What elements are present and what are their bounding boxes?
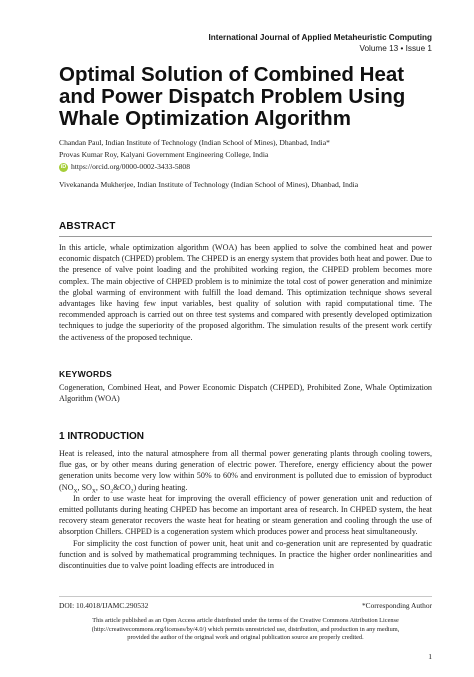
- author-list: [59, 137, 439, 191]
- license-line-2: (http://creativecommons.org/licenses/by/4.0/) which permits unrestricted use, distribution, and production in any medium,: [91, 625, 400, 633]
- abstract-heading: ABSTRACT: [59, 221, 116, 232]
- abstract-rule: [59, 236, 432, 237]
- introduction-body: [59, 448, 432, 571]
- footer-rule: [59, 596, 432, 597]
- journal-header: [209, 32, 433, 54]
- author-3: Vivekananda Mukherjee, Indian Institute of Technology (Indian School of Mines), Dhanbad, India: [59, 180, 359, 189]
- abstract-text: In this article, whale optimization algorithm (WOA) has been applied to solve the combined heat and power economic dispatch (CHPED) problem. The CHPED is an energy system that provides both heat and power. Due to the presence of valve point loading and the prohibited working region, the CHPED problem becomes more complex. The main objective of CHPED problem is to minimize the total cost of power generation and minimize the global warming of environment with fulfill the load demand. This optimization technique shows several advantages like having few input variables, best quality of solution with rapid computational time. The recommended approach is carried out on three test systems and compared with presently developed optimization techniques to judge the superiority of the proposed algorithm. The simulation results of the present work certify the activeness of the proposed technique.: [59, 243, 432, 342]
- journal-name: International Journal of Applied Metaheuristic Computing: [208, 33, 432, 42]
- keywords-text: Cogeneration, Combined Heat, and Power Economic Dispatch (CHPED), Prohibited Zone, Whale Optimization Algorithm (WOA): [59, 383, 432, 404]
- intro-paragraph-3: For simplicity the cost function of power unit, heat unit and co-generation unit are represented by quadratic function and is solved by mathematical programming techniques. In practice the higher order nonlinearities and discontinuities due to valve point loading effects are introduced in: [59, 538, 432, 571]
- intro-paragraph-2: In order to use waste heat for improving the overall efficiency of power generation unit and reduction of emitted pollutants during heating CHPED has become an important area of research. In CHPED system, the heat recovery steam generator recovers the waste heat for heating or steam generation and cooling through the use of absorption Chillers. CHPED is a cogeneration system which produces power and process heat simultaneously.: [59, 493, 432, 537]
- keywords-heading: KEYWORDS: [59, 369, 113, 379]
- author-1: Chandan Paul, Indian Institute of Technology (Indian School of Mines), Dhanbad, India*: [59, 138, 330, 147]
- orcid-icon: iD: [60, 163, 67, 170]
- license-line-3: provided the author of the original work and original publication source are properly credited.: [127, 634, 364, 642]
- doi-label[interactable]: DOI: 10.4018/IJAMC.290532: [59, 601, 149, 610]
- article-title: Optimal Solution of Combined Heat and Power Dispatch Problem Using Whale Optimization Algorithm: [59, 63, 406, 130]
- introduction-heading: 1 INTRODUCTION: [59, 431, 144, 442]
- license-line-1: This article published as an Open Access article distributed under the terms of the Creative Commons Attribution License: [92, 617, 399, 624]
- intro-paragraph-1: Heat is released, into the natural atmosphere from all thermal power generating plants through cooling towers, flue gas, or by other means during generation of electric power. Therefore, energy efficiency about the power generation units become very low within 50% to 60% and environment is polluted due to emission of byproduct ($NO_X$, $SO_X$, $SO_2\&CO_2$) during heating.: [59, 449, 432, 495]
- author-2: Provas Kumar Roy, Kalyani Government Engineering College, India: [59, 150, 269, 159]
- orcid-link[interactable]: https://orcid.org/0000-0002-3433-5808: [71, 162, 191, 171]
- page-number: 1: [428, 652, 432, 661]
- orcid-row: [59, 161, 439, 173]
- corresponding-author-note: *Corresponding Author: [361, 601, 432, 610]
- journal-issue: Volume 13 • Issue 1: [359, 44, 432, 53]
- license-notice: [59, 617, 432, 643]
